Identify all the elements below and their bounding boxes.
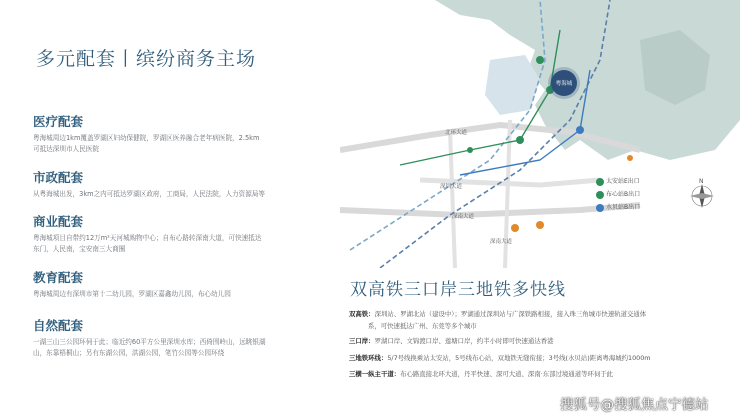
watermark: 搜狐号@搜狐焦点宁德站 xyxy=(560,397,709,413)
legend-label: 水贝站B出口 xyxy=(606,204,641,211)
section-line: 山，东靠梧桐山；另有东湖公园，洪湖公园，笔竹公园等公园环绕 xyxy=(33,349,225,357)
port-marker xyxy=(627,155,633,161)
section-education xyxy=(33,268,323,300)
station-marker xyxy=(536,56,544,64)
transport-text: 罗湖口岸、文锦渡口岸、莲塘口岸，约半小时即可快速通达香港 xyxy=(374,337,554,345)
road-label: 深南大道 xyxy=(452,214,475,220)
station-marker xyxy=(467,147,473,153)
section-line: 一湖三山三公园环伺于此；临近约60平方公里深圳水库；西倚围岭山，远眺银湖 xyxy=(33,338,266,346)
transport-text: 布心路直接北环大道，丹平快速、深可大道、深南·东部过境通道等环伺于此 xyxy=(400,370,614,378)
road-label: 深圳大道 xyxy=(440,184,463,190)
metro-icon xyxy=(596,178,604,186)
transport-line xyxy=(349,353,651,363)
metro-icon xyxy=(596,191,604,199)
station-marker xyxy=(576,126,584,134)
section-line: 东门，人民南，宝安南三大商圈 xyxy=(33,245,126,253)
section-line: 可抵达深圳市人民医院 xyxy=(33,145,99,153)
transport-text: 深圳站、罗湖北站（建设中）；罗湖通过深圳站与广深铁路相接，接入珠三角城市快速轨道交通体 xyxy=(374,310,647,318)
section-municipal xyxy=(33,168,323,200)
section-line: 粤海城周边有深圳市第十二幼儿园，罗湖区嘉鑫幼儿园，布心幼儿园 xyxy=(33,290,231,298)
location-map xyxy=(340,0,740,268)
section-body xyxy=(33,189,323,200)
transport-key: 三地铁环线： xyxy=(349,354,388,362)
legend-label: 布心站B出口 xyxy=(606,191,641,198)
project-marker: 粤海城 xyxy=(551,70,577,96)
transport-line xyxy=(349,336,554,346)
transport-key: 三横一纵主干道： xyxy=(349,370,401,378)
section-body xyxy=(33,233,323,255)
section-body xyxy=(33,337,323,359)
section-body xyxy=(33,289,323,300)
section-line: 粤海城项目自带约12万m²天河城购物中心；自布心路转深南大道，可快速抵达 xyxy=(33,234,262,242)
road-label: 北环大道 xyxy=(445,130,468,136)
transport-line xyxy=(349,309,646,319)
station-marker xyxy=(516,136,524,144)
transport-key: 双高铁： xyxy=(349,310,375,318)
compass-label: N xyxy=(699,178,704,185)
legend-item xyxy=(596,202,640,212)
left-panel xyxy=(0,0,340,417)
transport-key: 三口岸： xyxy=(349,337,375,345)
section-commercial xyxy=(33,212,323,255)
section-body xyxy=(33,133,323,155)
transport-title: 双高铁三口岸三地铁多快线 xyxy=(350,280,566,300)
legend-item xyxy=(596,176,640,186)
section-medical xyxy=(33,112,323,155)
page-title: 多元配套丨缤纷商务主场 xyxy=(36,48,257,70)
metro-icon xyxy=(596,204,604,212)
section-title: 医疗配套 xyxy=(33,114,84,129)
section-title: 商业配套 xyxy=(33,214,84,229)
transport-text: 5/7号线换乘站太安站，5号线布心站，双地铁无缝衔接；3号线(水贝站)距离粤海城约1000m xyxy=(387,354,651,362)
section-nature xyxy=(33,316,323,359)
legend-label: 太安站E出口 xyxy=(606,178,640,185)
transport-line xyxy=(368,321,477,331)
port-marker xyxy=(511,224,519,232)
transport-line xyxy=(349,369,613,379)
section-line: 从粤海城出发，3km之内可抵达罗湖区政府，工商局，人民法院，人力资源局等 xyxy=(33,190,266,198)
map-graphic xyxy=(340,0,740,268)
section-line: 粤海城周边1km覆盖罗湖区妇幼保健院，罗湖区医养融合老年病医院，2.5km xyxy=(33,134,260,142)
road-label: 深南大道 xyxy=(490,239,513,245)
section-title: 自然配套 xyxy=(33,318,84,333)
legend-item xyxy=(596,189,640,199)
section-title: 市政配套 xyxy=(33,170,84,185)
transport-text: 系，可快速抵达广州、东莞等多个城市 xyxy=(368,322,477,330)
port-marker xyxy=(536,221,544,229)
section-title: 教育配套 xyxy=(33,270,84,285)
